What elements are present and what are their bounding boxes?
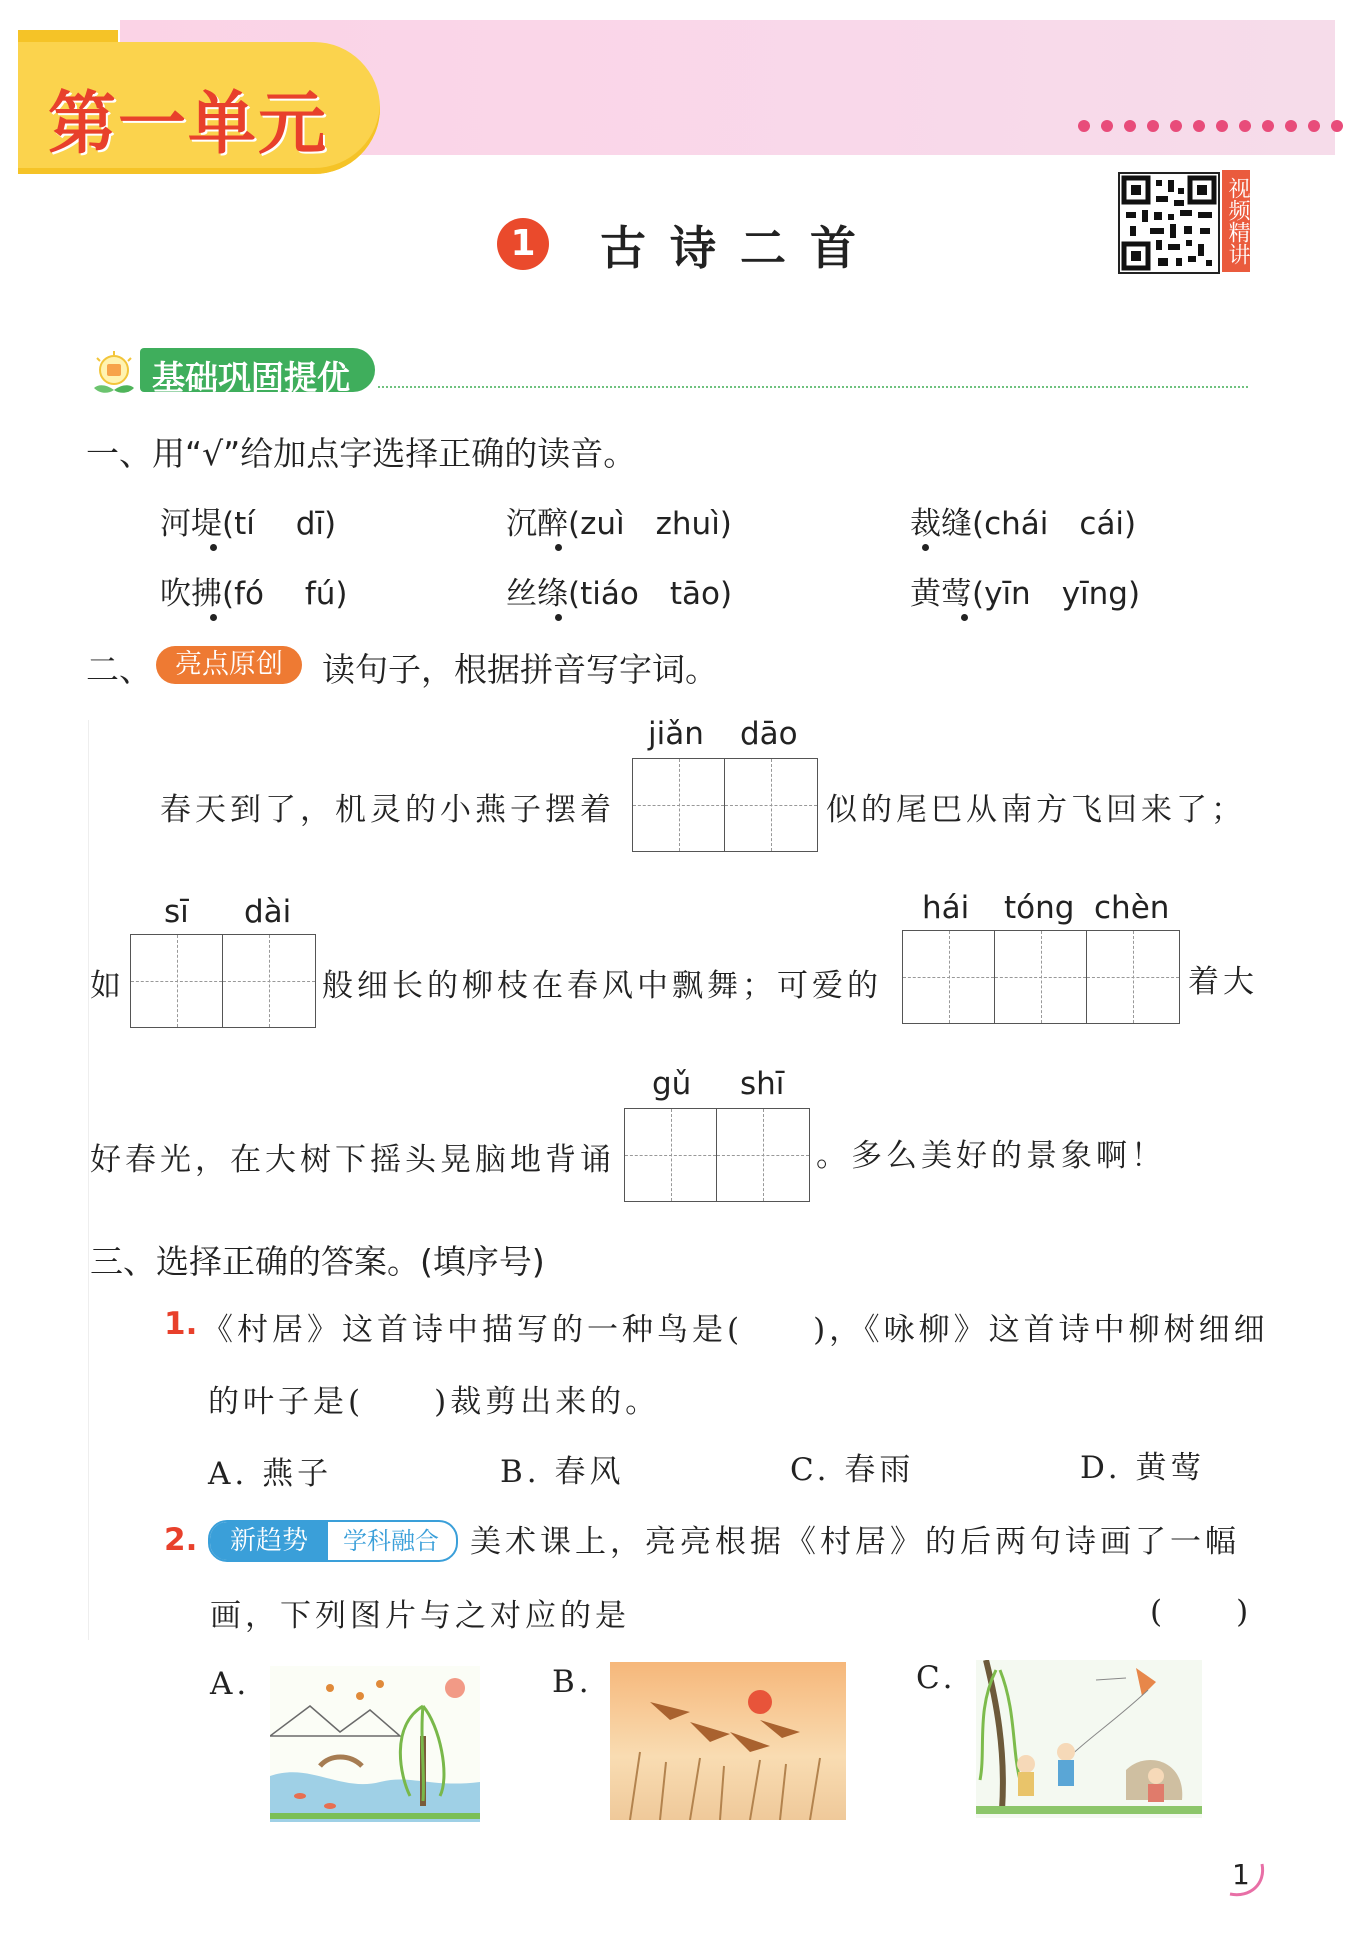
pinyin: dài: [244, 894, 292, 930]
writing-grid[interactable]: [624, 1108, 810, 1202]
q1-item-2: [506, 498, 732, 543]
qr-label: 视频精讲: [1222, 170, 1250, 272]
pic-option-b: B.: [552, 1664, 593, 1700]
emphasis-dot: [555, 614, 562, 621]
q3-item1-line1: 《村居》这首诗中描写的一种鸟是( )，《咏柳》这首诗中柳树细细: [202, 1312, 1269, 1348]
q1-item-options: (tí dī): [222, 506, 337, 542]
margin-line: [88, 720, 89, 1640]
q2-text: 好春光，在大树下摇头晃脑地背诵: [90, 1142, 615, 1178]
q2-text: 如: [90, 968, 125, 1004]
answer-blank[interactable]: ( ): [1150, 1594, 1253, 1630]
q2-text: 春天到了，机灵的小燕子摆着: [160, 792, 615, 828]
q1-item-word: 丝绦: [506, 576, 568, 612]
q2-text: 。多么美好的景象啊！: [816, 1138, 1166, 1174]
decor-dots: [1078, 120, 1343, 132]
unit-title: 第一单元: [48, 85, 329, 164]
item-number: 2.: [164, 1522, 198, 1558]
q3-item2-line2: 画，下列图片与之对应的是: [210, 1598, 630, 1634]
pinyin: hái: [922, 890, 970, 926]
page-corner-swirl: [1220, 1850, 1270, 1900]
trend-badge-sub: 学科融合: [343, 1527, 439, 1555]
q1-item-word: 沉醉: [506, 506, 568, 542]
q1-item-options: (zuì zhuì): [568, 506, 732, 542]
lesson-number: 1: [497, 218, 549, 270]
trend-badge-label: 新趋势: [210, 1522, 328, 1560]
q1-item-6: [910, 568, 1140, 613]
q1-item-options: (yīn yīng): [972, 576, 1141, 612]
emphasis-dot: [210, 544, 217, 551]
emphasis-dot: [922, 544, 929, 551]
q1-item-options: (chái cái): [972, 506, 1137, 542]
q1-item-options: (tiáo tāo): [568, 576, 733, 612]
pic-option-a: A.: [210, 1666, 251, 1702]
section-title: 基础巩固提优: [152, 358, 350, 397]
q2-prefix: 二、: [86, 650, 152, 689]
qr-code-icon[interactable]: [1118, 172, 1220, 274]
writing-grid[interactable]: [902, 930, 1180, 1024]
illustration-kite-children: [976, 1660, 1202, 1818]
q1-item-word: 河堤: [160, 506, 222, 542]
emphasis-dot: [210, 614, 217, 621]
pic-option-c: C.: [916, 1660, 957, 1696]
option-a: A. 燕子: [208, 1456, 333, 1492]
section-divider: [378, 386, 1248, 388]
pinyin: sī: [164, 894, 189, 930]
q2-prompt: 读句子，根据拼音写字词。: [322, 650, 718, 689]
trend-badge: [208, 1520, 458, 1562]
q3-item1-line2: 的叶子是( )裁剪出来的。: [208, 1384, 661, 1420]
option-d: D. 黄莺: [1080, 1450, 1206, 1486]
emphasis-dot: [961, 614, 968, 621]
q2-text: 似的尾巴从南方飞回来了；: [826, 792, 1246, 828]
q3-prompt: 三、选择正确的答案。(填序号): [90, 1242, 545, 1281]
pinyin: gǔ: [652, 1066, 692, 1102]
writing-grid[interactable]: [632, 758, 818, 852]
pinyin: jiǎn: [648, 716, 704, 752]
option-c: C. 春雨: [790, 1452, 915, 1488]
pinyin: chèn: [1094, 890, 1170, 926]
q1-item-word: 裁缝: [910, 506, 972, 542]
writing-grid[interactable]: [130, 934, 316, 1028]
q1-item-options: (fó fú): [222, 576, 348, 612]
q3-item2-line1: 美术课上，亮亮根据《村居》的后两句诗画了一幅: [470, 1524, 1240, 1560]
q1-item-3: [910, 498, 1136, 543]
option-b: B. 春风: [500, 1454, 625, 1490]
sprout-icon: [88, 350, 140, 396]
q1-item-5: [506, 568, 732, 613]
q1-item-4: [160, 568, 347, 613]
illustration-village-river: [270, 1666, 480, 1822]
illustration-geese-reeds: [610, 1662, 846, 1820]
pinyin: shī: [740, 1066, 785, 1102]
original-badge: 亮点原创: [156, 646, 302, 684]
q1-item-word: 黄莺: [910, 576, 972, 612]
q1-prompt: 一、用“√”给加点字选择正确的读音。: [86, 434, 637, 473]
emphasis-dot: [555, 544, 562, 551]
pinyin: dāo: [740, 716, 798, 752]
q2-text: 般细长的柳枝在春风中飘舞；可爱的: [322, 968, 882, 1004]
page-number: 1: [1232, 1858, 1250, 1891]
q1-item-1: [160, 498, 336, 543]
q1-item-word: 吹拂: [160, 576, 222, 612]
lesson-title: 古诗二首: [600, 221, 880, 275]
q2-text: 着大: [1188, 964, 1258, 1000]
item-number: 1.: [164, 1306, 198, 1342]
pinyin: tóng: [1004, 890, 1075, 926]
